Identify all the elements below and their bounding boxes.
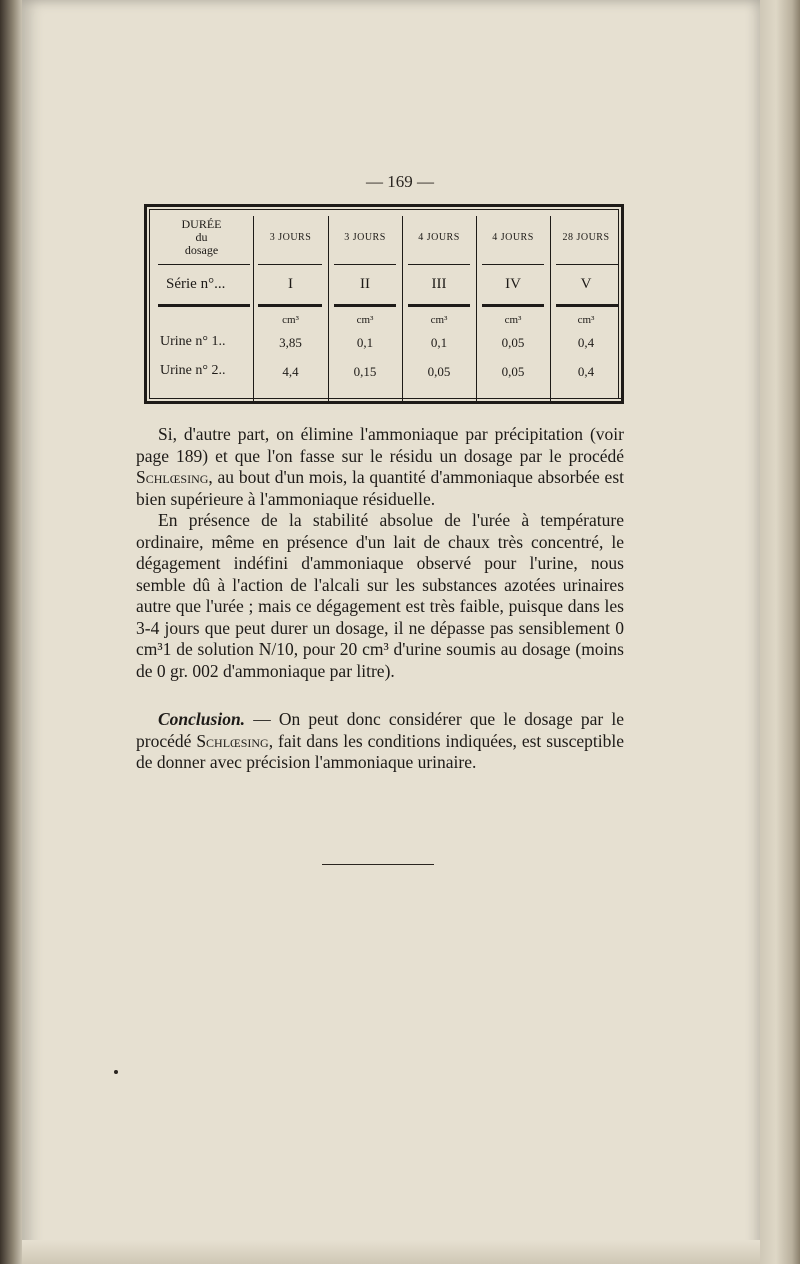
table-cell: 0,15 xyxy=(353,364,377,379)
page-bottom-edge xyxy=(22,1240,760,1264)
table-header-rule xyxy=(158,264,250,265)
table-cell: 0,4 xyxy=(577,335,595,350)
paragraph-2: En présence de la stabilité absolue de l'urée à température ordinaire, même en présence d'un lait de chaux très concentré, le dégagement indéfini d'ammoniaque observé pour l'urine, nous semble dû à l'action de l'alcali sur les substances azotées urinaires autre que l'urée ; mais ce dégagement est très faible, puisque dans les 3-4 jours que peut durer un dosage, il ne dépasse pas sensiblement 0 cm³1 de solution N/10, pour 20 cm³ d'urine soumis au dosage (moins de 0 gr. 002 d'ammoniaque par litre). xyxy=(136,510,624,681)
table-cell: 0,05 xyxy=(427,364,451,379)
author-name: Schlœsing xyxy=(136,467,209,487)
header-col-2: 3 JOURS xyxy=(344,232,386,243)
paragraph-1: Si, d'autre part, on élimine l'ammoniaque par précipitation (voir page 189) et que l'on fasse sur le résidu un dosage par le procédé Schlœsing, au bout d'un mois, la quantité d'ammoniaque absorbée est bien supérieure à l'ammoniaque résiduelle. xyxy=(136,424,624,509)
table-header-rule xyxy=(408,264,470,265)
results-table xyxy=(144,204,624,404)
table-serie-rule xyxy=(158,304,250,307)
results-table-inner xyxy=(149,209,619,399)
table-header-rule xyxy=(482,264,544,265)
serie-value: I xyxy=(288,276,293,292)
unit-label: cm³ xyxy=(282,314,299,326)
table-bottom-rule xyxy=(150,398,622,399)
table-cell: 0,1 xyxy=(356,335,374,350)
paragraph-conclusion: Conclusion. — On peut donc considérer que le dosage par le procédé Schlœsing, fait dans les conditions indiquées, est susceptible de donner avec précision l'ammoniaque urinaire. xyxy=(136,709,624,772)
serie-label: Série n°... xyxy=(166,276,226,292)
table-cell: 0,05 xyxy=(501,335,525,350)
row-label-urine-1: Urine n° 1.. xyxy=(160,334,226,349)
table-serie-rule xyxy=(334,304,396,307)
page-number: — 169 — xyxy=(366,172,434,191)
table-cell: 0,4 xyxy=(577,364,595,379)
header-col-1: 3 JOURS xyxy=(269,232,312,243)
unit-label: cm³ xyxy=(504,314,522,326)
row-label-urine-2: Urine n° 2.. xyxy=(160,363,226,378)
table-serie-rule xyxy=(556,304,618,307)
table-header-rule xyxy=(258,264,322,265)
header-col-5: 28 JOURS xyxy=(562,232,610,243)
ink-speck xyxy=(114,1070,118,1074)
header-col-3: 4 JOURS xyxy=(418,232,460,243)
closing-rule xyxy=(322,864,434,865)
unit-label: cm³ xyxy=(577,314,595,326)
table-serie-rule xyxy=(482,304,544,307)
serie-value: V xyxy=(580,276,592,292)
conclusion-label: Conclusion. xyxy=(158,709,246,729)
table-cell: 3,85 xyxy=(279,335,302,350)
header-duree: DURÉE du dosage xyxy=(181,217,222,257)
table-cell: 4,4 xyxy=(282,364,299,379)
serie-value: II xyxy=(360,276,370,292)
table-serie-rule xyxy=(408,304,470,307)
serie-value: IV xyxy=(505,276,521,292)
unit-label: cm³ xyxy=(430,314,448,326)
table-header-rule xyxy=(334,264,396,265)
table-serie-rule xyxy=(258,304,322,307)
table-cell: 0,1 xyxy=(430,335,448,350)
unit-label: cm³ xyxy=(356,314,374,326)
author-name: Schlœsing xyxy=(196,730,269,751)
table-header-rule xyxy=(556,264,618,265)
serie-value: III xyxy=(431,276,447,292)
header-col-4: 4 JOURS xyxy=(492,232,534,243)
table-cell: 0,05 xyxy=(501,364,525,379)
